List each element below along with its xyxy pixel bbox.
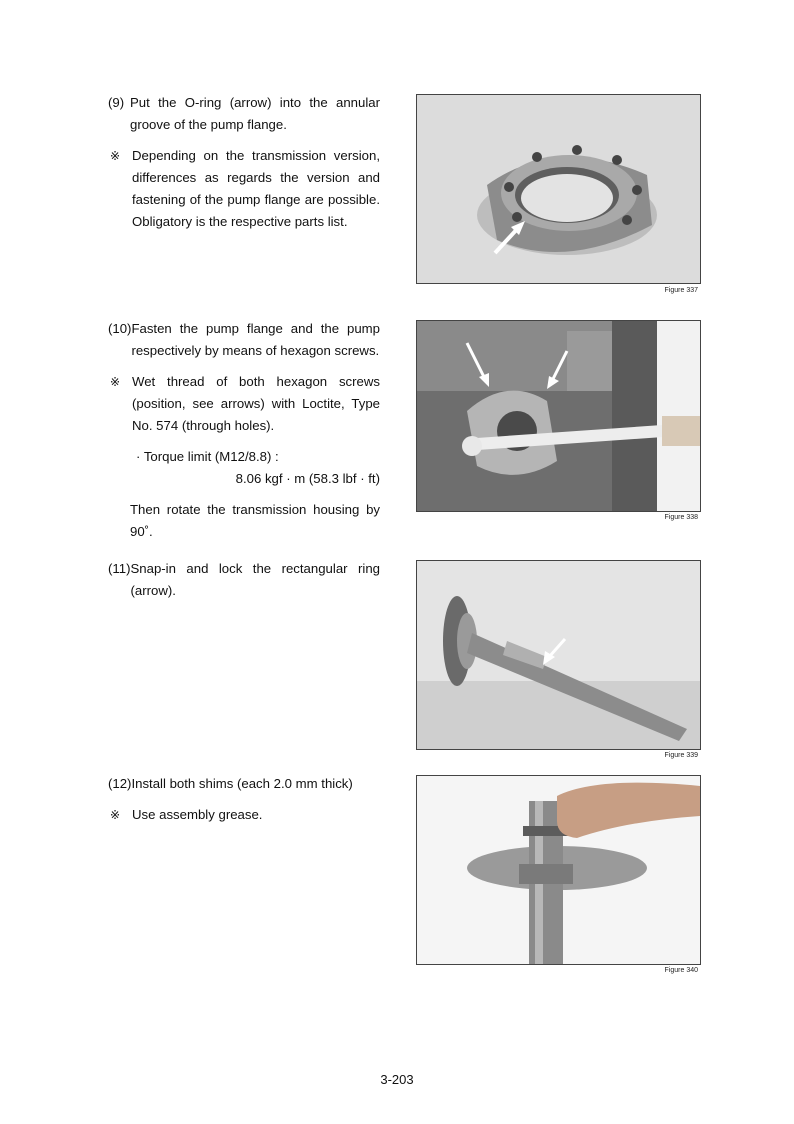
figure-339-photo	[416, 560, 701, 750]
figure-caption: Figure 337	[664, 287, 698, 294]
step-text: Put the O-ring (arrow) into the annular groove of the pump flange.	[130, 95, 380, 132]
step-after-text: Then rotate the transmission housing by 90˚.	[130, 502, 380, 539]
step-number: (10)	[108, 321, 132, 336]
step-10	[108, 318, 380, 543]
step-text: Fasten the pump flange and the pump respectively by means of hexagon screws.	[131, 321, 380, 358]
torque-value: 8.06 kgf · m (58.3 lbf · ft)	[235, 471, 380, 486]
figure-caption: Figure 339	[664, 752, 698, 759]
figure-340-photo	[416, 775, 701, 965]
figure-caption: Figure 340	[664, 967, 698, 974]
torque-label: · Torque limit (M12/8.8) :	[136, 449, 279, 464]
note-mark: ※	[110, 149, 121, 163]
step-number: (11)	[108, 561, 131, 576]
step-number: (9)	[108, 95, 125, 110]
step-11	[108, 558, 380, 602]
step-text: Snap-in and lock the rectangular ring (arrow).	[130, 561, 380, 598]
figure-caption: Figure 338	[664, 514, 698, 521]
page-number: 3-203	[380, 1072, 414, 1087]
note-mark: ※	[110, 808, 121, 822]
step-text: Install both shims (each 2.0 mm thick)	[131, 776, 353, 791]
figure-337-photo	[416, 94, 701, 284]
step-note: Wet thread of both hexagon screws (position, see arrows) with Loctite, Type No. 574 (through holes).	[132, 374, 380, 433]
step-9	[108, 92, 380, 233]
step-12	[108, 773, 380, 826]
figure-338-photo	[416, 320, 701, 512]
note-mark: ※	[110, 375, 121, 389]
step-number: (12)	[108, 776, 132, 791]
step-note: Use assembly grease.	[132, 807, 263, 822]
step-note: Depending on the transmission version, differences as regards the version and fastening of the pump flange are possible. Obligatory is the respective parts list.	[132, 148, 380, 229]
